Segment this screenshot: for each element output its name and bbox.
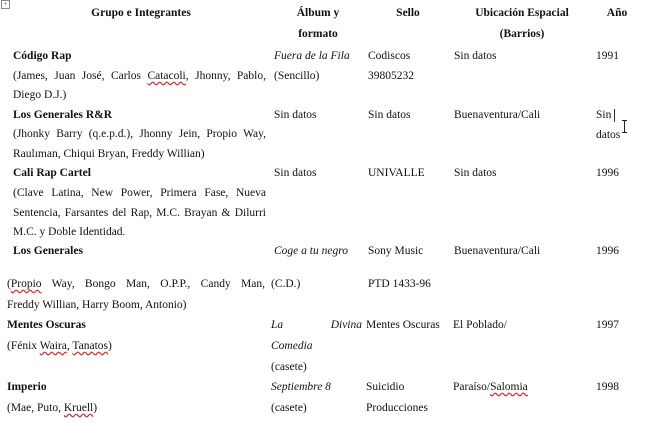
location: Sin datos xyxy=(454,167,497,179)
location: Sin datos xyxy=(454,50,497,62)
year: 1991 xyxy=(596,50,619,62)
members-line: (Clave Latina, New Power, Primera Fase, Nueva xyxy=(13,187,266,199)
label-name: UNIVALLE xyxy=(368,167,425,179)
album-format: (Sencillo) xyxy=(274,70,320,82)
header-album: Álbum y xyxy=(296,7,340,19)
header-group: Grupo e Integrantes xyxy=(91,7,191,19)
members-line: Diego D.J.) xyxy=(13,89,67,101)
header-location: Ubicación Espacial xyxy=(475,7,569,19)
album-title: Sin datos xyxy=(274,167,317,179)
members-line: Sentencia, Farsantes del Rap, M.C. Brayan & Dilurri xyxy=(13,207,266,219)
album-format: (casete) xyxy=(271,402,307,414)
header-year: Año xyxy=(606,7,628,19)
members-line: (Jhonky Barry (q.e.p.d.), Jhonny Jein, Propio Way, xyxy=(13,128,266,140)
label-name: Suicidio xyxy=(366,381,405,393)
year: datos xyxy=(596,129,621,141)
i-beam-cursor-icon xyxy=(624,120,625,133)
album-title: Septiembre 8 xyxy=(271,381,331,393)
header-label: Sello xyxy=(396,7,420,19)
label-name: Mentes Oscuras xyxy=(366,319,440,331)
album-title: Fuera de la Fila xyxy=(274,50,350,62)
album-title: Coge a tu negro xyxy=(274,245,348,257)
year: 1998 xyxy=(596,381,619,393)
label-code: PTD 1433-96 xyxy=(368,278,431,290)
group-name: Código Rap xyxy=(13,50,72,62)
location: El Poblado/ xyxy=(453,319,507,331)
album-title: Sin datos xyxy=(274,109,317,121)
location: Paraíso/Salomia xyxy=(453,381,528,393)
location: Buenaventura/Cali xyxy=(454,109,541,121)
members-line: (Mae, Puto, Kruell) xyxy=(7,402,98,414)
year: 1996 xyxy=(596,167,619,179)
group-name: Imperio xyxy=(7,381,47,393)
label-name: Producciones xyxy=(366,402,428,414)
members-line: (Fénix Waira, Tanatos) xyxy=(7,340,112,352)
group-name: Los Generales R&R xyxy=(13,109,113,121)
album-format: (C.D.) xyxy=(271,278,301,290)
header-format: formato xyxy=(298,28,338,40)
members-line: Raulıman, Chiqui Bryan, Freddy Willian) xyxy=(13,148,205,160)
table-anchor-icon[interactable]: + xyxy=(1,0,10,9)
members-line: M.C. y Doble Identidad. xyxy=(13,226,126,238)
album-title: La Divina xyxy=(271,319,362,331)
header-location-sub: (Barrios) xyxy=(499,28,545,40)
label-name: Sin datos xyxy=(368,109,411,121)
group-name: Mentes Oscuras xyxy=(7,319,86,331)
album-title: Comedia xyxy=(271,340,313,352)
year: Sin xyxy=(596,109,612,121)
members-line: (James, Juan José, Carlos Catacoli, Jhonny, Pablo, xyxy=(13,70,266,82)
location: Buenaventura/Cali xyxy=(454,245,541,257)
year: 1997 xyxy=(596,319,619,331)
members-line: (Propio Way, Bongo Man, O.P.P., Candy Man, xyxy=(7,278,265,290)
group-name: Cali Rap Cartel xyxy=(13,167,91,179)
label-name: Codiscos xyxy=(368,50,411,62)
label-code: 39805232 xyxy=(368,70,414,82)
members-line: Freddy Willian, Harry Boom, Antonio) xyxy=(7,299,187,311)
text-cursor xyxy=(614,109,615,122)
album-format: (casete) xyxy=(271,361,307,373)
group-name: Los Generales xyxy=(13,245,83,257)
year: 1996 xyxy=(596,245,619,257)
label-name: Sony Music xyxy=(368,245,424,257)
